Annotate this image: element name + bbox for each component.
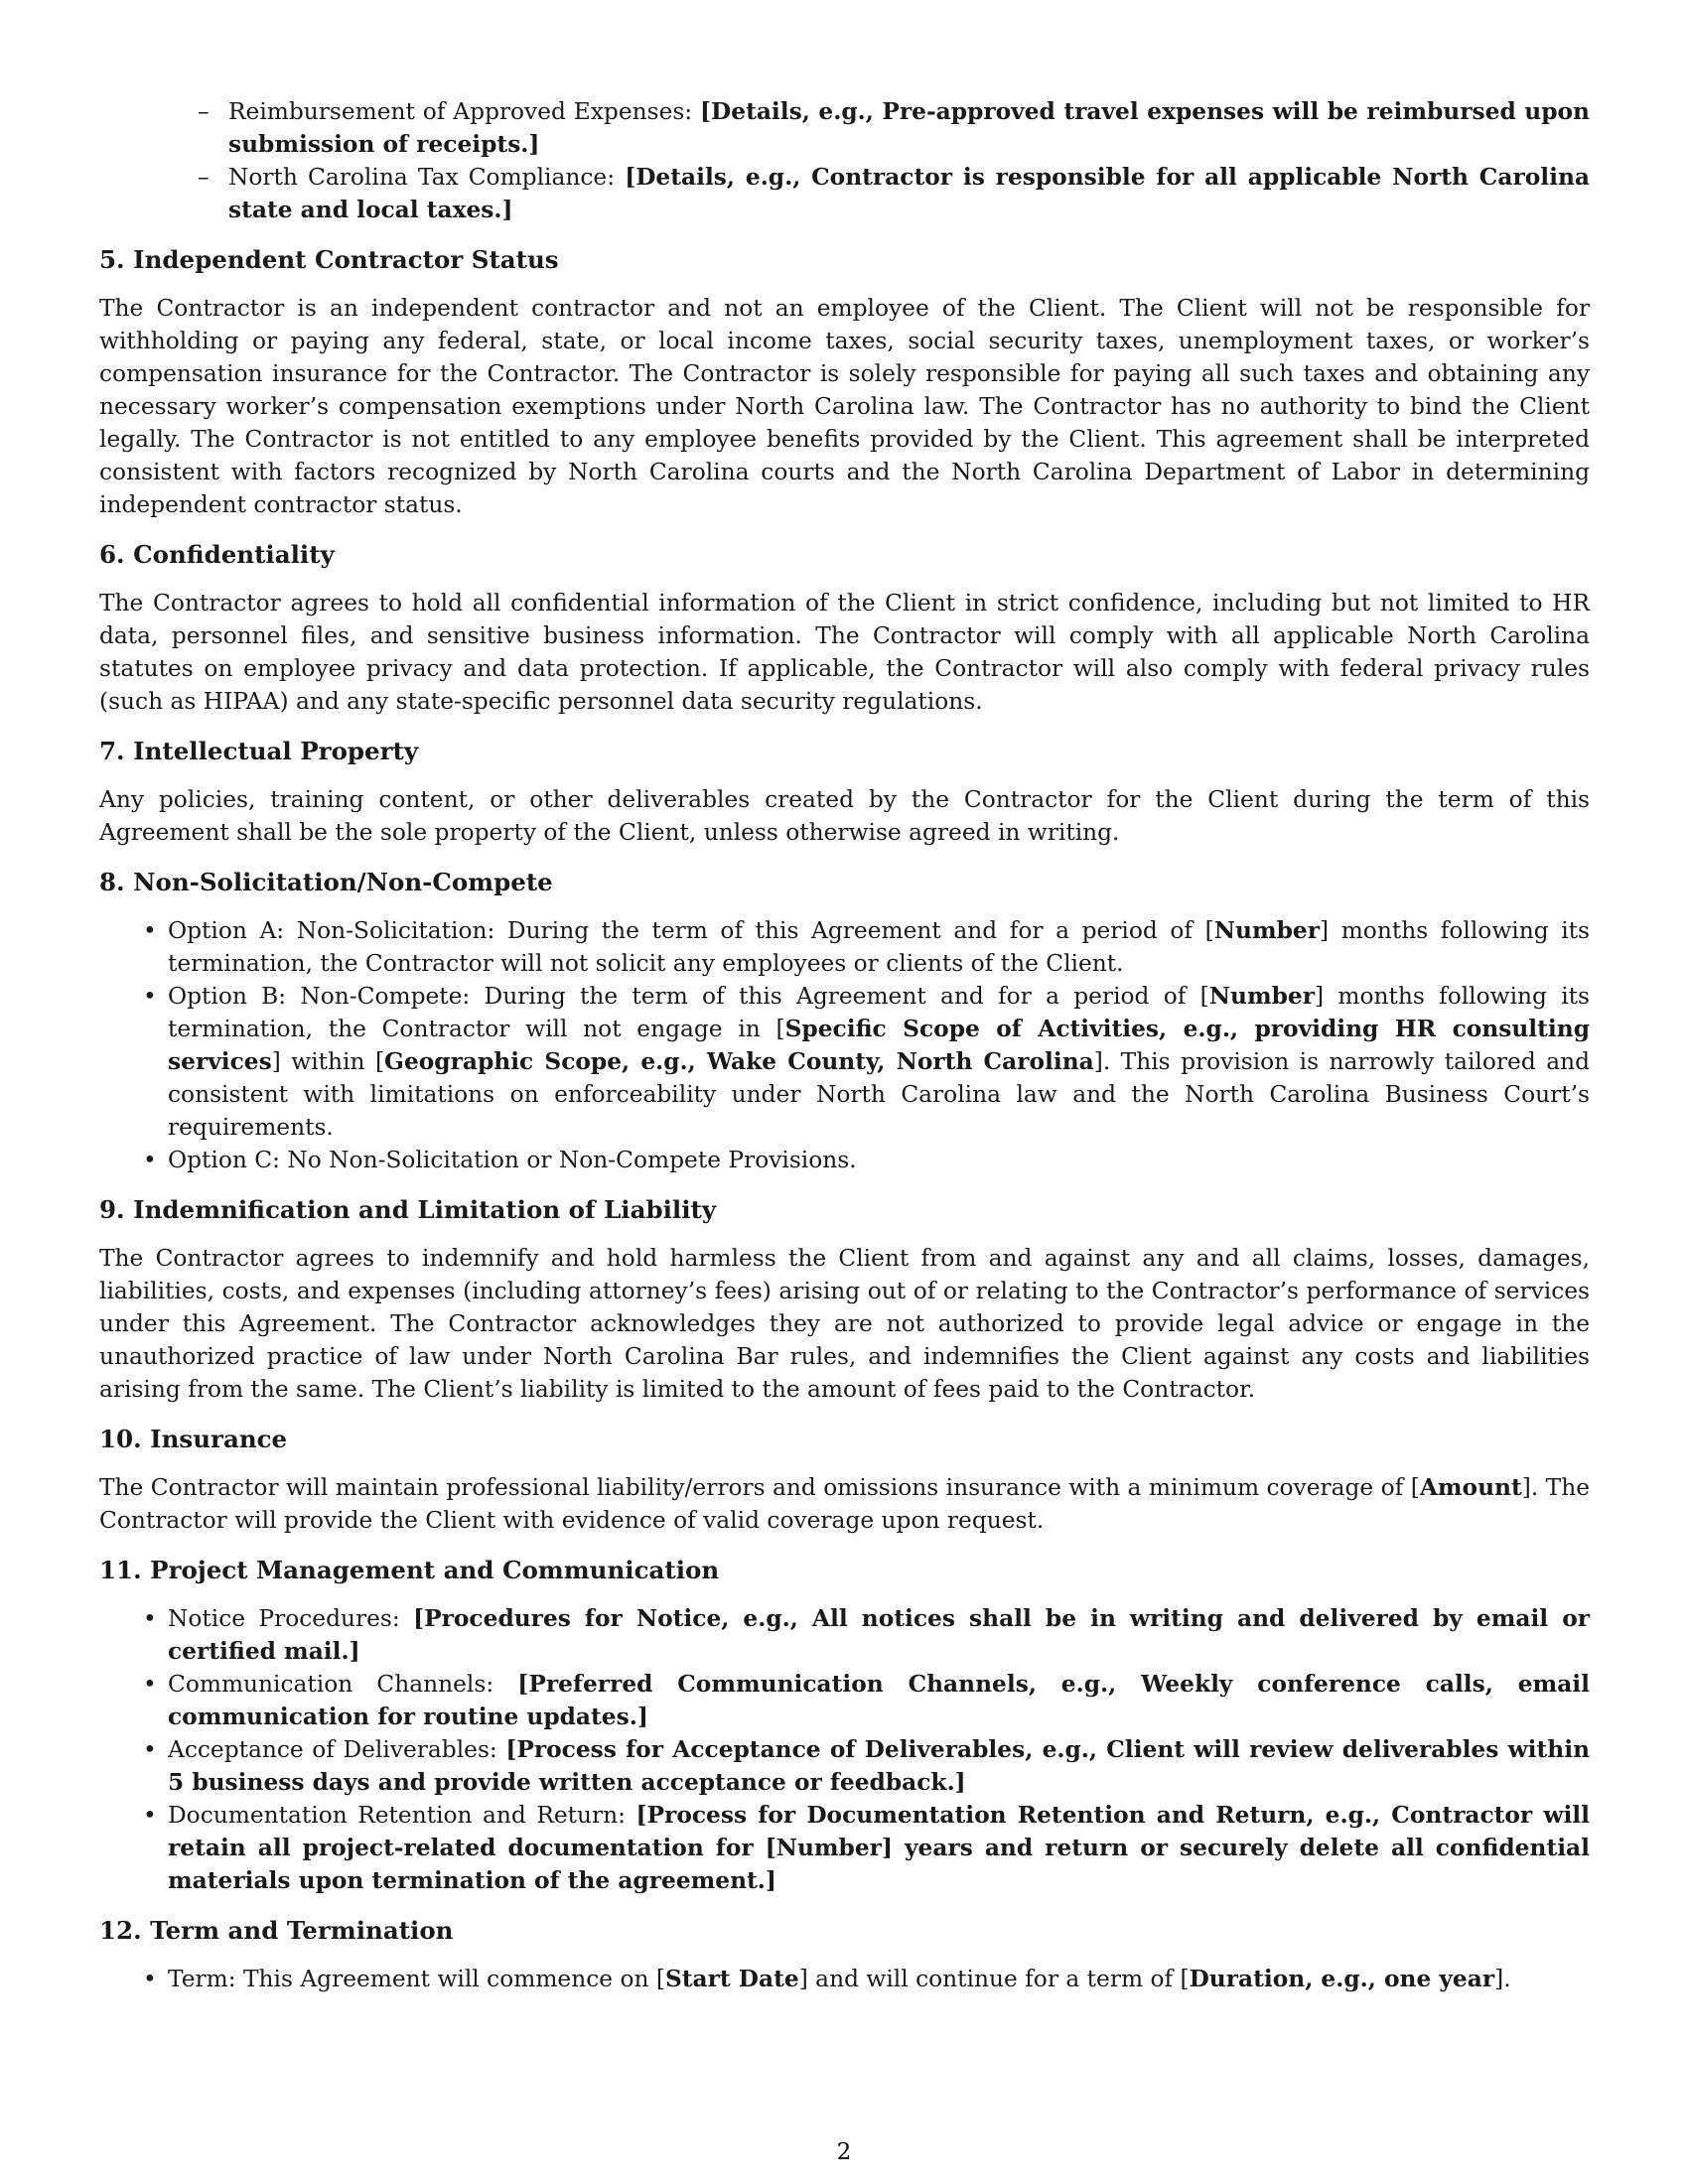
section-heading-6: 6. Confidentiality: [99, 540, 335, 569]
option-a: • Option A: Non-Solicitation: During the term of this Agreement and for a period of [Number] months following its termination, the Contractor will not solicit any employees or clients of the Client.: [168, 914, 1590, 980]
term-list: [99, 1963, 1590, 1995]
list-item: • Notice Procedures: [Procedures for Notice, e.g., All notices shall be in writing and delivered by email or certified mail.]: [168, 1602, 1590, 1668]
section-body-7: Any policies, training content, or other deliverables created by the Contractor for the Client during the term of this Agreement shall be the sole property of the Client, unless otherwise agreed in writing.: [99, 786, 1590, 846]
section-body-6: The Contractor agrees to hold all confidential information of the Client in strict confidence, including but not limited to HR data, personnel files, and sensitive business information. The Contractor will comply with all applicable North Carolina statutes on employee privacy and data protection. If applicable, the Contractor will also comply with federal privacy rules (such as HIPAA) and any state-specific personnel data security regulations.: [99, 590, 1590, 715]
section-heading-9: 9. Indemnification and Limitation of Liability: [99, 1195, 717, 1224]
list-item: • Documentation Retention and Return: [Process for Documentation Retention and Return, e.g., Contractor will retain all project-related documentation for [Number] years and return or securely delete all confidential materials upon termination of the agreement.]: [168, 1799, 1590, 1897]
section-body-9: The Contractor agrees to indemnify and hold harmless the Client from and against any and all claims, losses, damages, liabilities, costs, and expenses (including attorney’s fees) arising out of or relating to the Contractor’s performance of services under this Agreement. The Contractor acknowledges they are not authorized to provide legal advice or engage in the unauthorized practice of law under North Carolina Bar rules, and indemnifies the Client against any costs and liabilities arising from the same. The Client’s liability is limited to the amount of fees paid to the Contractor.: [99, 1245, 1590, 1403]
section-heading-12: 12. Term and Termination: [99, 1916, 454, 1945]
option-c: • Option C: No Non-Solicitation or Non-Compete Provisions.: [168, 1144, 1590, 1176]
list-item: – Reimbursement of Approved Expenses: [Details, e.g., Pre-approved travel expenses will be reimbursed upon submission of receipts.]: [228, 95, 1590, 161]
section-heading-11: 11. Project Management and Communication: [99, 1556, 720, 1584]
section-heading-5: 5. Independent Contractor Status: [99, 245, 559, 274]
non-compete-options: [99, 914, 1590, 1176]
section-body-10: The Contractor will maintain professional liability/errors and omissions insurance with a minimum coverage of [Amount]. The Contractor will provide the Client with evidence of valid coverage upon request.: [99, 1474, 1590, 1534]
list-item: • Communication Channels: [Preferred Communication Channels, e.g., Weekly conference calls, email communication for routine updates.]: [168, 1668, 1590, 1733]
list-item: – North Carolina Tax Compliance: [Details, e.g., Contractor is responsible for all applicable North Carolina state and local taxes.]: [228, 161, 1590, 226]
page-number: 2: [836, 2139, 852, 2165]
document-page: [99, 95, 1590, 2011]
option-b: • Option B: Non-Compete: During the term of this Agreement and for a period of [Number] months following its termination, the Contractor will not engage in [Specific Scope of Activities, e.g., providing HR consulting services] within [Geographic Scope, e.g., Wake County, North Carolina]. This provision is narrowly tailored and consistent with limitations on enforceability under North Carolina law and the North Carolina Business Court’s requirements.: [168, 980, 1590, 1144]
section-heading-10: 10. Insurance: [99, 1425, 288, 1453]
project-management-list: [99, 1602, 1590, 1897]
list-item: • Acceptance of Deliverables: [Process for Acceptance of Deliverables, e.g., Client will review deliverables within 5 business days and provide written acceptance or feedback.]: [168, 1733, 1590, 1799]
section-heading-8: 8. Non-Solicitation/Non-Compete: [99, 868, 553, 896]
section-heading-7: 7. Intellectual Property: [99, 737, 419, 765]
section-body-5: The Contractor is an independent contractor and not an employee of the Client. The Client will not be responsible for withholding or paying any federal, state, or local income taxes, social security taxes, unemployment taxes, or worker’s compensation insurance for the Contractor. The Contractor is solely responsible for paying all such taxes and obtaining any necessary worker’s compensation exemptions under North Carolina law. The Contractor has no authority to bind the Client legally. The Contractor is not entitled to any employee benefits provided by the Client. This agreement shall be interpreted consistent with factors recognized by North Carolina courts and the North Carolina Department of Labor in determining independent contractor status.: [99, 295, 1590, 518]
list-item: • Term: This Agreement will commence on [Start Date] and will continue for a term of [Duration, e.g., one year].: [168, 1963, 1590, 1995]
expense-tax-list: [99, 95, 1590, 226]
